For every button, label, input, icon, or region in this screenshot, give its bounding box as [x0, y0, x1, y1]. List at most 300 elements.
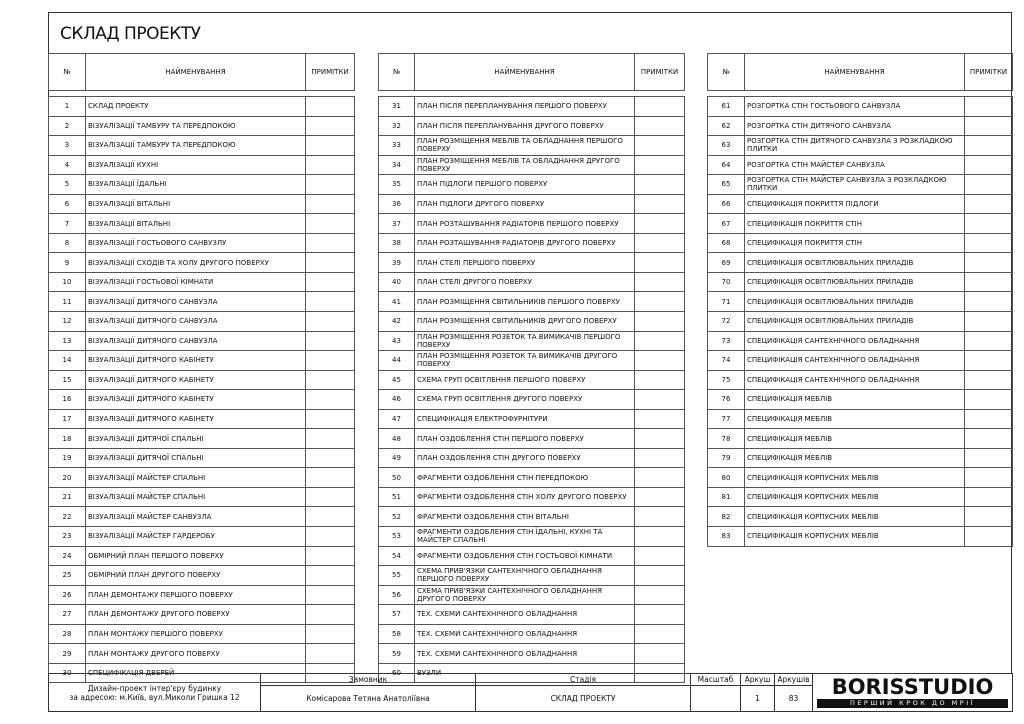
row-number: 79 — [708, 448, 745, 468]
row-number: 9 — [49, 253, 86, 273]
table-row — [708, 487, 1013, 507]
row-name: ВІЗУАЛІЗАЦІЇ МАЙСТЕР СПАЛЬНІ — [86, 487, 306, 507]
row-notes — [635, 448, 685, 468]
row-number: 73 — [708, 331, 745, 351]
row-notes — [306, 429, 355, 449]
table-row — [379, 605, 685, 625]
row-number: 29 — [49, 644, 86, 664]
row-name: ТЕХ. СХЕМИ САНТЕХНІЧНОГО ОБЛАДНАННЯ — [415, 605, 635, 625]
table-row — [49, 331, 355, 351]
row-notes — [635, 624, 685, 644]
row-notes — [965, 175, 1013, 195]
header-number: № — [49, 54, 86, 91]
row-number: 23 — [49, 527, 86, 547]
row-number: 50 — [379, 468, 415, 488]
row-notes — [306, 155, 355, 175]
row-notes — [965, 233, 1013, 253]
row-number: 28 — [49, 624, 86, 644]
table-row — [379, 155, 685, 175]
table-row — [49, 566, 355, 586]
row-notes — [965, 331, 1013, 351]
row-number: 74 — [708, 351, 745, 371]
row-number: 66 — [708, 194, 745, 214]
row-notes — [306, 487, 355, 507]
table-row — [49, 194, 355, 214]
row-number: 62 — [708, 116, 745, 136]
register-table-1 — [48, 53, 355, 683]
table-row — [708, 390, 1013, 410]
row-notes — [306, 370, 355, 390]
row-name: ОБМІРНИЙ ПЛАН ПЕРШОГО ПОВЕРХУ — [86, 546, 306, 566]
row-number: 13 — [49, 331, 86, 351]
row-name: ВІЗУАЛІЗАЦІЇ ДИТЯЧОГО КАБІНЕТУ — [86, 409, 306, 429]
row-name: СПЕЦИФІКАЦІЯ ОСВІТЛЮВАЛЬНИХ ПРИЛАДІВ — [745, 292, 965, 312]
row-number: 51 — [379, 487, 415, 507]
table-row — [379, 116, 685, 136]
row-name: ПЛАН РОЗМІЩЕННЯ СВІТИЛЬНИКІВ ПЕРШОГО ПОВЕРХУ — [415, 292, 635, 312]
row-name: СХЕМА ГРУП ОСВІТЛЕННЯ ПЕРШОГО ПОВЕРХУ — [415, 370, 635, 390]
table-row — [708, 370, 1013, 390]
table-row — [49, 116, 355, 136]
row-notes — [635, 527, 685, 547]
row-name: ВІЗУАЛІЗАЦІЇ ДИТЯЧОЇ СПАЛЬНІ — [86, 448, 306, 468]
table-row — [708, 409, 1013, 429]
row-number: 41 — [379, 292, 415, 312]
row-number: 44 — [379, 351, 415, 371]
row-number: 61 — [708, 97, 745, 117]
row-number: 55 — [379, 566, 415, 586]
row-name: СХЕМА ПРИВ'ЯЗКИ САНТЕХНІЧНОГО ОБЛАДНАННЯ ПЕРШОГО ПОВЕРХУ — [415, 566, 635, 586]
row-name: СПЕЦИФІКАЦІЯ ОСВІТЛЮВАЛЬНИХ ПРИЛАДІВ — [745, 272, 965, 292]
row-name: СПЕЦИФІКАЦІЯ САНТЕХНІЧНОГО ОБЛАДНАННЯ — [745, 351, 965, 371]
project-line-1: Дизайн-проект інтер'єру будинку — [87, 683, 222, 693]
table-row — [379, 487, 685, 507]
table-row — [49, 390, 355, 410]
row-notes — [635, 136, 685, 156]
row-notes — [965, 116, 1013, 136]
row-number: 7 — [49, 214, 86, 234]
row-notes — [965, 194, 1013, 214]
table-row — [49, 409, 355, 429]
row-notes — [635, 312, 685, 332]
table-row — [379, 624, 685, 644]
table-row — [708, 253, 1013, 273]
row-name: СПЕЦИФІКАЦІЯ ПОКРИТТЯ ПІДЛОГИ — [745, 194, 965, 214]
table-row — [49, 527, 355, 547]
table-row — [379, 468, 685, 488]
row-name: ПЛАН ДЕМОНТАЖУ ДРУГОГО ПОВЕРХУ — [86, 605, 306, 625]
row-name: ПЛАН СТЕЛІ ПЕРШОГО ПОВЕРХУ — [415, 253, 635, 273]
row-name: ВІЗУАЛІЗАЦІЇ ДИТЯЧОГО КАБІНЕТУ — [86, 370, 306, 390]
row-notes — [306, 546, 355, 566]
row-name: ПЛАН РОЗМІЩЕННЯ РОЗЕТОК ТА ВИМИКАЧІВ ПЕРШОГО ПОВЕРХУ — [415, 331, 635, 351]
table-row — [49, 233, 355, 253]
row-notes — [635, 468, 685, 488]
table-row — [379, 136, 685, 156]
row-number: 56 — [379, 585, 415, 605]
row-number: 53 — [379, 527, 415, 547]
row-name: СПЕЦИФІКАЦІЯ ПОКРИТТЯ СТІН — [745, 233, 965, 253]
table-row — [49, 136, 355, 156]
row-number: 39 — [379, 253, 415, 273]
logo-name: BORISSTUDIO — [831, 675, 994, 699]
row-number: 31 — [379, 97, 415, 117]
row-notes — [306, 585, 355, 605]
row-number: 2 — [49, 116, 86, 136]
row-notes — [306, 194, 355, 214]
row-notes — [306, 97, 355, 117]
table-row — [379, 194, 685, 214]
sheet-value: 1 — [741, 686, 775, 712]
row-name: СПЕЦИФІКАЦІЯ МЕБЛІВ — [745, 390, 965, 410]
row-number: 18 — [49, 429, 86, 449]
table-row — [708, 312, 1013, 332]
row-name: ВІЗУАЛІЗАЦІЇ МАЙСТЕР ГАРДЕРОБУ — [86, 527, 306, 547]
table-row — [379, 175, 685, 195]
row-notes — [965, 136, 1013, 156]
row-name: СПЕЦИФІКАЦІЯ ОСВІТЛЮВАЛЬНИХ ПРИЛАДІВ — [745, 253, 965, 273]
table-row — [379, 312, 685, 332]
row-notes — [965, 527, 1013, 547]
row-notes — [965, 272, 1013, 292]
row-name: ВІЗУАЛІЗАЦІЇ ЇДАЛЬНІ — [86, 175, 306, 195]
row-name: ВІЗУАЛІЗАЦІЇ СХОДІВ ТА ХОЛУ ДРУГОГО ПОВЕРХУ — [86, 253, 306, 273]
table-row — [49, 546, 355, 566]
row-notes — [635, 585, 685, 605]
row-number: 16 — [49, 390, 86, 410]
row-number: 11 — [49, 292, 86, 312]
row-number: 10 — [49, 272, 86, 292]
header-number: № — [708, 54, 745, 91]
table-row — [49, 312, 355, 332]
register-table-2 — [378, 53, 685, 683]
table-row — [49, 429, 355, 449]
row-name: ПЛАН РОЗМІЩЕННЯ РОЗЕТОК ТА ВИМИКАЧІВ ДРУГОГО ПОВЕРХУ — [415, 351, 635, 371]
table-row — [379, 507, 685, 527]
row-number: 60 — [379, 663, 415, 683]
row-name: СПЕЦИФІКАЦІЯ МЕБЛІВ — [745, 429, 965, 449]
row-number: 67 — [708, 214, 745, 234]
table-row — [49, 253, 355, 273]
row-name: СПЕЦИФІКАЦІЯ САНТЕХНІЧНОГО ОБЛАДНАННЯ — [745, 331, 965, 351]
row-name: ПЛАН ОЗДОБЛЕННЯ СТІН ДРУГОГО ПОВЕРХУ — [415, 448, 635, 468]
table-row — [49, 272, 355, 292]
row-number: 1 — [49, 97, 86, 117]
row-notes — [965, 390, 1013, 410]
table-row — [379, 233, 685, 253]
table-row — [49, 175, 355, 195]
row-name: ВІЗУАЛІЗАЦІЇ ВІТАЛЬНІ — [86, 194, 306, 214]
row-name: ПЛАН ПІДЛОГИ ПЕРШОГО ПОВЕРХУ — [415, 175, 635, 195]
row-name: ПЛАН ПІСЛЯ ПЕРЕПЛАНУВАННЯ ПЕРШОГО ПОВЕРХУ — [415, 97, 635, 117]
row-number: 58 — [379, 624, 415, 644]
row-name: ВІЗУАЛІЗАЦІЇ ГОСТЬОВОГО САНВУЗЛУ — [86, 233, 306, 253]
table-row — [708, 527, 1013, 547]
table-row — [708, 448, 1013, 468]
row-notes — [306, 468, 355, 488]
row-notes — [306, 292, 355, 312]
row-number: 52 — [379, 507, 415, 527]
row-name: ПЛАН РОЗМІЩЕННЯ СВІТИЛЬНИКІВ ДРУГОГО ПОВЕРХУ — [415, 312, 635, 332]
header-name: НАЙМЕНУВАННЯ — [415, 54, 635, 91]
row-name: РОЗГОРТКА СТІН ДИТЯЧОГО САНВУЗЛА — [745, 116, 965, 136]
client-name: Комісарова Тетяна Анатоліївна — [261, 686, 476, 712]
row-number: 14 — [49, 351, 86, 371]
row-notes — [635, 409, 685, 429]
row-notes — [635, 429, 685, 449]
row-name: СПЕЦИФІКАЦІЯ МЕБЛІВ — [745, 409, 965, 429]
row-number: 4 — [49, 155, 86, 175]
row-name: ВІЗУАЛІЗАЦІЇ МАЙСТЕР САНВУЗЛА — [86, 507, 306, 527]
row-notes — [965, 448, 1013, 468]
header-name: НАЙМЕНУВАННЯ — [86, 54, 306, 91]
row-name: ПЛАН МОНТАЖУ ПЕРШОГО ПОВЕРХУ — [86, 624, 306, 644]
row-number: 33 — [379, 136, 415, 156]
row-name: ФРАГМЕНТИ ОЗДОБЛЕННЯ СТІН ХОЛУ ДРУГОГО ПОВЕРХУ — [415, 487, 635, 507]
title-block — [48, 673, 1012, 712]
row-number: 3 — [49, 136, 86, 156]
table-row — [49, 292, 355, 312]
row-name: ТЕХ. СХЕМИ САНТЕХНІЧНОГО ОБЛАДНАННЯ — [415, 644, 635, 664]
row-name: РОЗГОРТКА СТІН ГОСТЬОВОГО САНВУЗЛА — [745, 97, 965, 117]
row-notes — [306, 272, 355, 292]
register-table-3 — [707, 53, 1013, 547]
row-name: ВІЗУАЛІЗАЦІЇ ДИТЯЧОГО САНВУЗЛА — [86, 292, 306, 312]
row-notes — [635, 546, 685, 566]
row-number: 77 — [708, 409, 745, 429]
project-line-2: за адресою: м.Київ, вул.Миколи Гришка 12 — [69, 692, 240, 702]
row-notes — [635, 272, 685, 292]
row-notes — [635, 487, 685, 507]
table-row — [379, 390, 685, 410]
row-name: СКЛАД ПРОЕКТУ — [86, 97, 306, 117]
table-row — [708, 116, 1013, 136]
table-row — [379, 566, 685, 586]
table-row — [379, 429, 685, 449]
table-row — [708, 175, 1013, 195]
stage-label: Стадія — [476, 674, 691, 686]
row-number: 19 — [49, 448, 86, 468]
row-notes — [965, 155, 1013, 175]
table-row — [49, 351, 355, 371]
row-notes — [965, 507, 1013, 527]
row-number: 25 — [49, 566, 86, 586]
row-notes — [635, 233, 685, 253]
row-number: 36 — [379, 194, 415, 214]
row-number: 8 — [49, 233, 86, 253]
row-notes — [635, 390, 685, 410]
row-name: ВІЗУАЛІЗАЦІЇ ДИТЯЧОГО КАБІНЕТУ — [86, 351, 306, 371]
row-number: 68 — [708, 233, 745, 253]
studio-logo — [813, 674, 1013, 712]
row-notes — [306, 644, 355, 664]
table-row — [49, 644, 355, 664]
row-number: 70 — [708, 272, 745, 292]
row-number: 27 — [49, 605, 86, 625]
row-notes — [635, 175, 685, 195]
row-name: РОЗГОРТКА СТІН ДИТЯЧОГО САНВУЗЛА З РОЗКЛАДКОЮ ПЛИТКИ — [745, 136, 965, 156]
row-name: ВІЗУАЛІЗАЦІЇ ТАМБУРУ ТА ПЕРЕДПОКОЮ — [86, 136, 306, 156]
row-name: ПЛАН ПІСЛЯ ПЕРЕПЛАНУВАННЯ ДРУГОГО ПОВЕРХУ — [415, 116, 635, 136]
table-row — [379, 585, 685, 605]
table-row — [49, 370, 355, 390]
row-number: 64 — [708, 155, 745, 175]
row-number: 72 — [708, 312, 745, 332]
row-name: СХЕМА ПРИВ'ЯЗКИ САНТЕХНІЧНОГО ОБЛАДНАННЯ ДРУГОГО ПОВЕРХУ — [415, 585, 635, 605]
row-number: 15 — [49, 370, 86, 390]
row-name: ТЕХ. СХЕМИ САНТЕХНІЧНОГО ОБЛАДНАННЯ — [415, 624, 635, 644]
row-name: ВУЗЛИ — [415, 663, 635, 683]
table-row — [379, 214, 685, 234]
row-number: 80 — [708, 468, 745, 488]
row-number: 83 — [708, 527, 745, 547]
row-number: 59 — [379, 644, 415, 664]
table-row — [379, 272, 685, 292]
table-row — [379, 644, 685, 664]
row-number: 37 — [379, 214, 415, 234]
row-notes — [635, 644, 685, 664]
table-row — [708, 194, 1013, 214]
table-row — [379, 546, 685, 566]
table-row — [379, 97, 685, 117]
row-notes — [306, 624, 355, 644]
row-notes — [965, 429, 1013, 449]
row-notes — [965, 409, 1013, 429]
table-row — [49, 507, 355, 527]
row-notes — [306, 409, 355, 429]
row-name: ВІЗУАЛІЗАЦІЇ МАЙСТЕР СПАЛЬНІ — [86, 468, 306, 488]
row-notes — [306, 214, 355, 234]
row-number: 63 — [708, 136, 745, 156]
header-notes: ПРИМІТКИ — [306, 54, 355, 91]
row-notes — [965, 214, 1013, 234]
table-row — [708, 351, 1013, 371]
row-name: СПЕЦИФІКАЦІЯ ЕЛЕКТРОФУРНІТУРИ — [415, 409, 635, 429]
row-name: СПЕЦИФІКАЦІЯ КОРПУСНИХ МЕБЛІВ — [745, 487, 965, 507]
row-number: 38 — [379, 233, 415, 253]
row-notes — [306, 566, 355, 586]
row-number: 65 — [708, 175, 745, 195]
row-number: 30 — [49, 663, 86, 683]
table-row — [49, 448, 355, 468]
table-row — [708, 233, 1013, 253]
row-notes — [306, 351, 355, 371]
row-number: 22 — [49, 507, 86, 527]
row-notes — [635, 605, 685, 625]
table-row — [49, 155, 355, 175]
row-name: РОЗГОРТКА СТІН МАЙСТЕР САНВУЗЛА З РОЗКЛАДКОЮ ПЛИТКИ — [745, 175, 965, 195]
row-name: ФРАГМЕНТИ ОЗДОБЛЕННЯ СТІН ПЕРЕДПОКОЮ — [415, 468, 635, 488]
row-number: 20 — [49, 468, 86, 488]
row-notes — [965, 487, 1013, 507]
table-row — [49, 487, 355, 507]
row-number: 43 — [379, 331, 415, 351]
row-notes — [965, 292, 1013, 312]
row-name: СПЕЦИФІКАЦІЯ КОРПУСНИХ МЕБЛІВ — [745, 507, 965, 527]
row-number: 40 — [379, 272, 415, 292]
table-row — [379, 331, 685, 351]
row-number: 71 — [708, 292, 745, 312]
table-row — [708, 292, 1013, 312]
scale-value — [691, 686, 741, 712]
row-notes — [306, 448, 355, 468]
table-row — [49, 97, 355, 117]
table-row — [49, 585, 355, 605]
row-name: СПЕЦИФІКАЦІЯ КОРПУСНИХ МЕБЛІВ — [745, 527, 965, 547]
row-number: 47 — [379, 409, 415, 429]
stage-value: СКЛАД ПРОЕКТУ — [476, 686, 691, 712]
row-name: ПЛАН ДЕМОНТАЖУ ПЕРШОГО ПОВЕРХУ — [86, 585, 306, 605]
row-number: 81 — [708, 487, 745, 507]
row-number: 45 — [379, 370, 415, 390]
row-notes — [965, 351, 1013, 371]
row-number: 35 — [379, 175, 415, 195]
table-row — [379, 527, 685, 547]
row-number: 49 — [379, 448, 415, 468]
table-row — [49, 605, 355, 625]
row-notes — [635, 155, 685, 175]
row-number: 17 — [49, 409, 86, 429]
row-notes — [635, 253, 685, 273]
row-name: СПЕЦИФІКАЦІЯ ПОКРИТТЯ СТІН — [745, 214, 965, 234]
table-row — [708, 468, 1013, 488]
sheets-value: 83 — [775, 686, 813, 712]
row-number: 76 — [708, 390, 745, 410]
header-notes: ПРИМІТКИ — [635, 54, 685, 91]
table-row — [379, 370, 685, 390]
row-name: ВІЗУАЛІЗАЦІЇ ДИТЯЧОГО САНВУЗЛА — [86, 331, 306, 351]
row-number: 42 — [379, 312, 415, 332]
row-name: ВІЗУАЛІЗАЦІЇ КУХНІ — [86, 155, 306, 175]
row-number: 75 — [708, 370, 745, 390]
row-name: ФРАГМЕНТИ ОЗДОБЛЕННЯ СТІН ЇДАЛЬНІ, КУХНІ ТА МАЙСТЕР СПАЛЬНІ — [415, 527, 635, 547]
row-number: 82 — [708, 507, 745, 527]
row-name: ВІЗУАЛІЗАЦІЇ ГОСТЬОВОЇ КІМНАТИ — [86, 272, 306, 292]
row-notes — [306, 175, 355, 195]
row-notes — [635, 370, 685, 390]
table-row — [379, 253, 685, 273]
row-notes — [306, 390, 355, 410]
table-row — [49, 468, 355, 488]
row-notes — [965, 253, 1013, 273]
row-notes — [965, 468, 1013, 488]
row-notes — [965, 97, 1013, 117]
table-row — [708, 331, 1013, 351]
row-name: СХЕМА ГРУП ОСВІТЛЕННЯ ДРУГОГО ПОВЕРХУ — [415, 390, 635, 410]
row-notes — [635, 292, 685, 312]
table-row — [708, 272, 1013, 292]
row-name: ПЛАН ОЗДОБЛЕННЯ СТІН ПЕРШОГО ПОВЕРХУ — [415, 429, 635, 449]
table-row — [379, 448, 685, 468]
project-description — [49, 674, 261, 712]
row-notes — [306, 253, 355, 273]
row-notes — [306, 527, 355, 547]
row-number: 6 — [49, 194, 86, 214]
table-row — [708, 507, 1013, 527]
table-row — [379, 292, 685, 312]
row-name: ВІЗУАЛІЗАЦІЇ ТАМБУРУ ТА ПЕРЕДПОКОЮ — [86, 116, 306, 136]
table-row — [708, 214, 1013, 234]
table-row — [379, 351, 685, 371]
row-notes — [635, 331, 685, 351]
row-name: ВІЗУАЛІЗАЦІЇ ВІТАЛЬНІ — [86, 214, 306, 234]
row-name: ВІЗУАЛІЗАЦІЇ ДИТЯЧОГО САНВУЗЛА — [86, 312, 306, 332]
row-name: ПЛАН РОЗМІЩЕННЯ МЕБЛІВ ТА ОБЛАДНАННЯ ПЕРШОГО ПОВЕРХУ — [415, 136, 635, 156]
row-notes — [635, 351, 685, 371]
table-row — [708, 97, 1013, 117]
row-number: 24 — [49, 546, 86, 566]
row-name: ПЛАН РОЗТАШУВАННЯ РАДІАТОРІВ ПЕРШОГО ПОВЕРХУ — [415, 214, 635, 234]
